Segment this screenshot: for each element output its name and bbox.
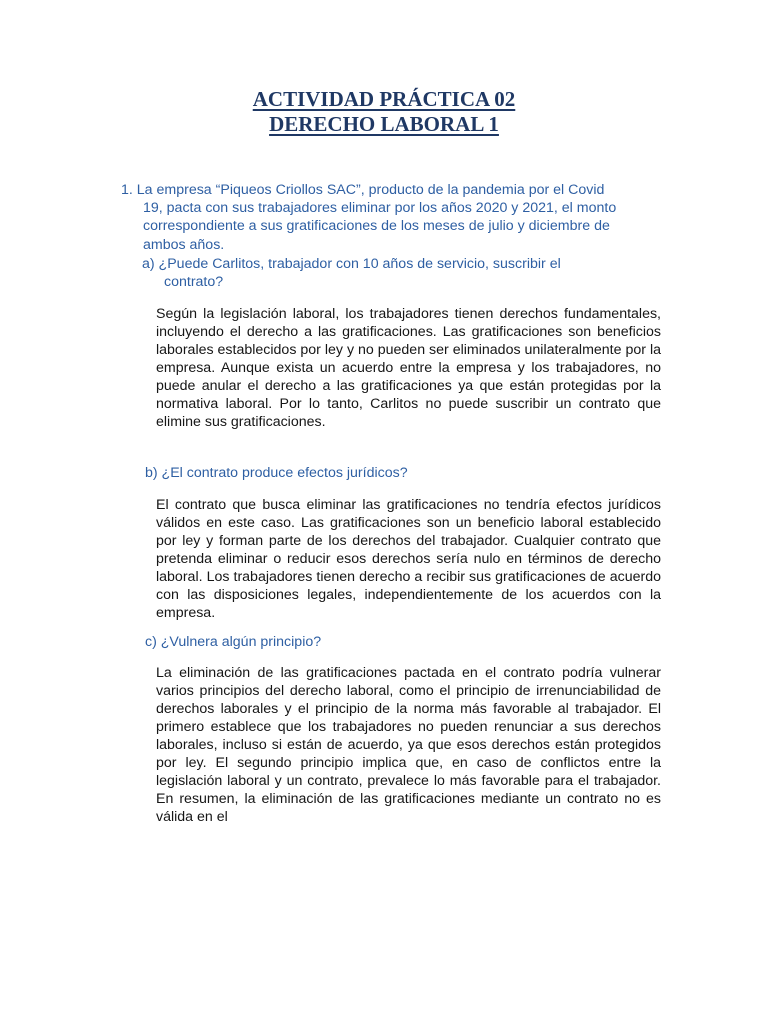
question-1-line: ambos años. [143,236,225,253]
document-title: ACTIVIDAD PRÁCTICA 02 [252,87,516,111]
answer-c: La eliminación de las gratificaciones pactada en el contrato podría vulnerar varios principios del derecho laboral, como el principio de irrenunciabilidad de derechos laborales y el principio de la norma más favorable al trabajador. El primero establece que los trabajadores no pueden renunciar a sus derechos laborales, incluso si están de acuerdo, ya que esos derechos están protegidos por ley. El segundo principio implica que, en caso de conflictos entre la legislación laboral y un contrato, prevalece lo más favorable para el trabajador. En resumen, la eliminación de las gratificaciones mediante un contrato no es válida en el [156,665,661,826]
question-1-line: correspondiente a sus gratificaciones de los meses de julio y diciembre de [143,218,610,235]
subquestion-c: c) ¿Vulnera algún principio? [145,634,322,650]
subquestion-a-line: contrato? [164,274,224,291]
question-1-line: 1. La empresa “Piqueos Criollos SAC”, producto de la pandemia por el Covid [121,182,605,198]
document-subtitle: DERECHO LABORAL 1 [269,112,499,136]
question-1 [121,181,661,254]
subquestion-a-line: a) ¿Puede Carlitos, trabajador con 10 años de servicio, suscribir el [142,256,561,272]
answer-b: El contrato que busca eliminar las gratificaciones no tendría efectos jurídicos válidos en este caso. Las gratificaciones son un beneficio laboral establecido por ley y forman parte de los derechos del trabajador. Cualquier contrato que pretenda eliminar o reducir esos derechos sería nulo en términos de derecho laboral. Los trabajadores tienen derecho a recibir sus gratificaciones de acuerdo con las disposiciones legales, independientemente de los acuerdos con la empresa. [156,497,661,622]
answer-a: Según la legislación laboral, los trabajadores tienen derechos fundamentales, incluyendo el derecho a las gratificaciones. Las gratificaciones son beneficios laborales establecidos por ley y no pueden ser eliminados unilateralmente por la empresa. Aunque exista un acuerdo entre la empresa y los trabajadores, no puede anular el derecho a las gratificaciones ya que están protegidas por la normativa laboral. Por lo tanto, Carlitos no puede suscribir un contrato que elimine sus gratificaciones. [156,306,661,431]
subquestion-b: b) ¿El contrato produce efectos jurídicos? [145,465,408,481]
question-1-line: 19, pacta con sus trabajadores eliminar por los años 2020 y 2021, el monto [143,200,617,217]
subquestion-a [142,255,642,291]
